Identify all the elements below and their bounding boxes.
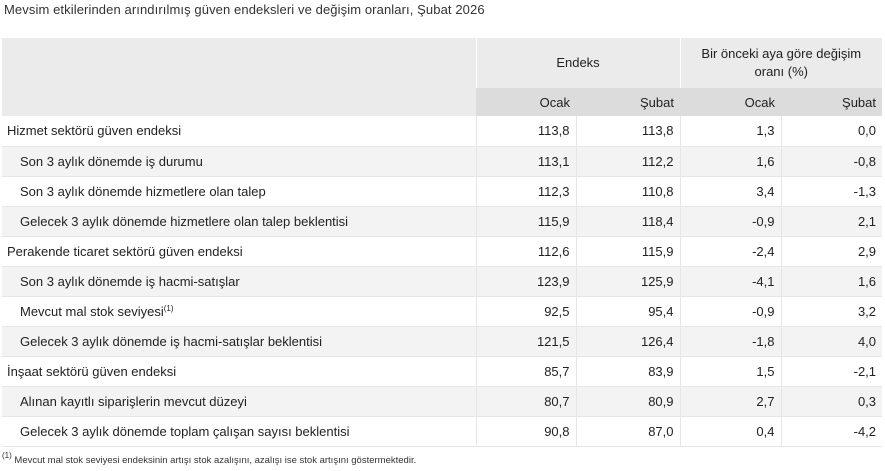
row-footnote-marker: (1) bbox=[163, 303, 174, 313]
cell-change-ocak: 3,4 bbox=[680, 176, 781, 206]
cell-change-subat: 2,1 bbox=[781, 206, 882, 236]
table-row bbox=[2, 236, 882, 266]
cell-endeks-subat: 112,2 bbox=[576, 146, 680, 176]
cell-change-subat: -0,8 bbox=[781, 146, 882, 176]
cell-endeks-ocak: 112,6 bbox=[476, 236, 576, 266]
row-label bbox=[2, 266, 476, 296]
cell-endeks-subat: 110,8 bbox=[576, 176, 680, 206]
cell-endeks-ocak: 123,9 bbox=[476, 266, 576, 296]
row-label-text: Mevcut mal stok seviyesi bbox=[20, 303, 164, 319]
table-title: Mevsim etkilerinden arındırılmış güven endeksleri ve değişim oranları, Şubat 2026 bbox=[4, 2, 485, 17]
cell-endeks-subat: 118,4 bbox=[576, 206, 680, 236]
table-row bbox=[2, 416, 882, 446]
row-label bbox=[2, 236, 476, 266]
cell-endeks-subat: 115,9 bbox=[576, 236, 680, 266]
header-endeks: Endeks bbox=[476, 38, 680, 88]
row-label bbox=[2, 296, 476, 326]
cell-change-subat: 2,9 bbox=[781, 236, 882, 266]
table-row bbox=[2, 266, 882, 296]
footnote-marker: (1) bbox=[2, 451, 12, 460]
cell-change-subat: 1,6 bbox=[781, 266, 882, 296]
cell-endeks-ocak: 90,8 bbox=[476, 416, 576, 446]
row-label bbox=[2, 116, 476, 146]
cell-change-ocak: -1,8 bbox=[680, 326, 781, 356]
cell-endeks-ocak: 85,7 bbox=[476, 356, 576, 386]
row-label bbox=[2, 176, 476, 206]
cell-change-subat: 3,2 bbox=[781, 296, 882, 326]
subheader-change-ocak: Ocak bbox=[680, 88, 781, 116]
cell-endeks-subat: 113,8 bbox=[576, 116, 680, 146]
row-label bbox=[2, 386, 476, 416]
cell-change-ocak: -0,9 bbox=[680, 206, 781, 236]
row-label-text: Son 3 aylık dönemde iş hacmi-satışlar bbox=[20, 273, 240, 289]
table-row bbox=[2, 296, 882, 326]
row-label-text: Alınan kayıtlı siparişlerin mevcut düzeyi bbox=[20, 393, 247, 409]
cell-change-subat: 4,0 bbox=[781, 326, 882, 356]
table-row bbox=[2, 116, 882, 146]
table-row bbox=[2, 386, 882, 416]
cell-endeks-subat: 95,4 bbox=[576, 296, 680, 326]
cell-endeks-ocak: 113,8 bbox=[476, 116, 576, 146]
row-label bbox=[2, 206, 476, 236]
table-row bbox=[2, 146, 882, 176]
cell-change-ocak: 1,3 bbox=[680, 116, 781, 146]
subheader-blank bbox=[2, 88, 476, 116]
cell-change-subat: 0,0 bbox=[781, 116, 882, 146]
cell-endeks-subat: 80,9 bbox=[576, 386, 680, 416]
row-label-text: Gelecek 3 aylık dönemde toplam çalışan sayısı beklentisi bbox=[20, 423, 350, 439]
subheader-change-subat: Şubat bbox=[781, 88, 882, 116]
row-label-text: İnşaat sektörü güven endeksi bbox=[7, 363, 177, 379]
cell-change-ocak: 2,7 bbox=[680, 386, 781, 416]
cell-endeks-ocak: 92,5 bbox=[476, 296, 576, 326]
row-label bbox=[2, 326, 476, 356]
row-label-text: Son 3 aylık dönemde hizmetlere olan talep bbox=[20, 183, 266, 199]
row-label-text: Gelecek 3 aylık dönemde iş hacmi-satışlar beklentisi bbox=[20, 333, 323, 349]
confidence-index-table bbox=[2, 38, 882, 447]
cell-change-ocak: 1,6 bbox=[680, 146, 781, 176]
row-label bbox=[2, 416, 476, 446]
table-row bbox=[2, 206, 882, 236]
cell-change-ocak: 0,4 bbox=[680, 416, 781, 446]
cell-endeks-subat: 83,9 bbox=[576, 356, 680, 386]
subheader-endeks-ocak: Ocak bbox=[476, 88, 576, 116]
row-label-text: Hizmet sektörü güven endeksi bbox=[7, 123, 182, 139]
cell-endeks-subat: 126,4 bbox=[576, 326, 680, 356]
footnote-text: Mevcut mal stok seviyesi endeksinin artışı stok azalışını, azalışı ise stok artışını göstermektedir. bbox=[11, 455, 417, 466]
row-label bbox=[2, 356, 476, 386]
row-label bbox=[2, 146, 476, 176]
table-row bbox=[2, 326, 882, 356]
cell-change-ocak: 1,5 bbox=[680, 356, 781, 386]
cell-change-ocak: -2,4 bbox=[680, 236, 781, 266]
table-row bbox=[2, 356, 882, 386]
cell-change-subat: -2,1 bbox=[781, 356, 882, 386]
cell-change-subat: 0,3 bbox=[781, 386, 882, 416]
row-label-text: Son 3 aylık dönemde iş durumu bbox=[20, 153, 203, 169]
row-label-text: Perakende ticaret sektörü güven endeksi bbox=[7, 243, 243, 259]
header-change-rate: Bir önceki aya göre değişim oranı (%) bbox=[680, 38, 882, 88]
table-body bbox=[2, 116, 882, 446]
cell-endeks-ocak: 80,7 bbox=[476, 386, 576, 416]
cell-change-ocak: -0,9 bbox=[680, 296, 781, 326]
cell-change-ocak: -4,1 bbox=[680, 266, 781, 296]
cell-endeks-subat: 125,9 bbox=[576, 266, 680, 296]
cell-endeks-ocak: 112,3 bbox=[476, 176, 576, 206]
cell-endeks-ocak: 115,9 bbox=[476, 206, 576, 236]
footnote bbox=[2, 451, 417, 466]
cell-endeks-subat: 87,0 bbox=[576, 416, 680, 446]
cell-endeks-ocak: 121,5 bbox=[476, 326, 576, 356]
row-label-text: Gelecek 3 aylık dönemde hizmetlere olan talep beklentisi bbox=[20, 213, 349, 229]
header-blank bbox=[2, 38, 476, 88]
cell-change-subat: -1,3 bbox=[781, 176, 882, 206]
cell-endeks-ocak: 113,1 bbox=[476, 146, 576, 176]
subheader-endeks-subat: Şubat bbox=[576, 88, 680, 116]
cell-change-subat: -4,2 bbox=[781, 416, 882, 446]
table-row bbox=[2, 176, 882, 206]
